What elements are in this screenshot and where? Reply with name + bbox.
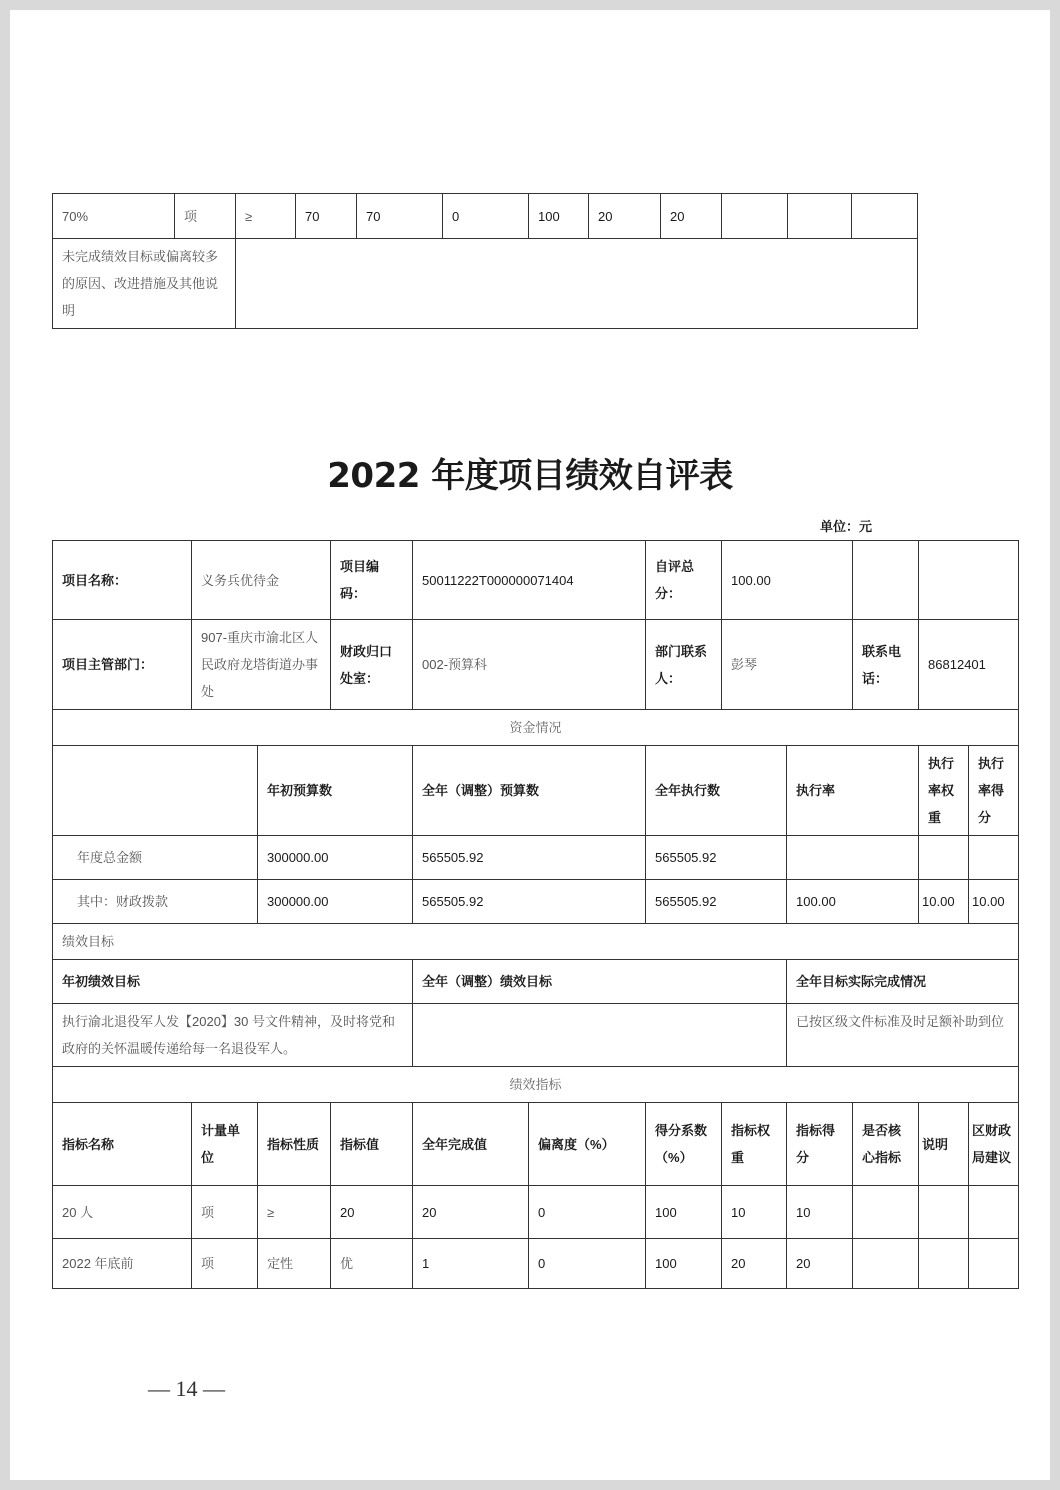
project-code-label: 项目编码： — [331, 541, 413, 620]
indicator-cell: 10 — [787, 1186, 853, 1239]
goals-actual-value: 已按区级文件标准及时足额补助到位 — [787, 1004, 1019, 1067]
self-score-label: 自评总分： — [646, 541, 722, 620]
goals-initial-value: 执行渝北退役军人发【2020】30 号文件精神，及时将党和政府的关怀温暖传递给每一名退役军人。 — [53, 1004, 413, 1067]
table-row — [53, 1186, 1019, 1239]
funds-header-rate-weight: 执行率权重 — [919, 746, 969, 836]
goals-header-adjusted: 全年（调整）绩效目标 — [413, 960, 787, 1004]
empty-cell — [853, 541, 919, 620]
reason-value — [236, 239, 918, 329]
indicator-cell: 定性 — [258, 1239, 331, 1289]
funds-cell: 10.00 — [919, 880, 969, 924]
table-row — [53, 960, 1019, 1004]
indicator-cell: 项 — [192, 1239, 258, 1289]
table-row — [53, 1103, 1019, 1186]
funds-cell: 10.00 — [969, 880, 1019, 924]
funds-cell — [787, 836, 919, 880]
indicator-header: 指标性质 — [258, 1103, 331, 1186]
indicator-cell — [919, 1239, 969, 1289]
evaluation-table — [52, 540, 1019, 1289]
project-name-value: 义务兵优待金 — [192, 541, 331, 620]
indicator-header: 指标得分 — [787, 1103, 853, 1186]
project-code-value: 50011222T000000071404 — [413, 541, 646, 620]
indicator-cell: 项 — [192, 1186, 258, 1239]
phone-label: 联系电话： — [853, 620, 919, 710]
indicator-header: 计量单位 — [192, 1103, 258, 1186]
indicator-header: 全年完成值 — [413, 1103, 529, 1186]
indicator-header: 得分系数（%） — [646, 1103, 722, 1186]
project-name-label: 项目名称： — [53, 541, 192, 620]
indicator-cell: 20 — [787, 1239, 853, 1289]
indicator-cell — [853, 1239, 919, 1289]
core-cell — [722, 194, 788, 239]
dept-label: 项目主管部门： — [53, 620, 192, 710]
funds-cell: 565505.92 — [646, 880, 787, 924]
unit-cell: 项 — [175, 194, 236, 239]
indicator-cell: 优 — [331, 1239, 413, 1289]
dept-value: 907-重庆市渝北区人民政府龙塔街道办事处 — [192, 620, 331, 710]
score-cell: 20 — [661, 194, 722, 239]
indicator-header: 偏离度（%） — [529, 1103, 646, 1186]
suggestion-cell — [852, 194, 918, 239]
table-row — [53, 836, 1019, 880]
indicator-cell — [969, 1239, 1019, 1289]
funds-cell: 100.00 — [787, 880, 919, 924]
funds-cell: 565505.92 — [413, 880, 646, 924]
top-indicator-table — [52, 193, 918, 329]
indicator-cell: 100 — [646, 1239, 722, 1289]
finance-office-label: 财政归口处室： — [331, 620, 413, 710]
indicator-cell: 0 — [529, 1186, 646, 1239]
funds-header-rate: 执行率 — [787, 746, 919, 836]
actual-value-cell: 70 — [357, 194, 443, 239]
indicator-cell: 1 — [413, 1239, 529, 1289]
table-row — [53, 541, 1019, 620]
coefficient-cell: 100 — [529, 194, 589, 239]
phone-value: 86812401 — [919, 620, 1019, 710]
unit-label: 单位：元 — [820, 519, 873, 534]
funds-header-rate-score: 执行率得分 — [969, 746, 1019, 836]
table-row — [53, 620, 1019, 710]
target-value-cell: 70 — [296, 194, 357, 239]
table-row — [53, 1004, 1019, 1067]
indicators-section-header: 绩效指标 — [53, 1067, 1019, 1103]
funds-cell — [919, 836, 969, 880]
table-row — [53, 710, 1019, 746]
indicator-header: 区财政局建议 — [969, 1103, 1019, 1186]
goals-section-header: 绩效目标 — [53, 924, 1019, 960]
indicator-cell: 20 — [722, 1239, 787, 1289]
contact-label: 部门联系人： — [646, 620, 722, 710]
funds-section-header: 资金情况 — [53, 710, 1019, 746]
indicator-cell: 100 — [646, 1186, 722, 1239]
indicator-cell: 10 — [722, 1186, 787, 1239]
reason-label: 未完成绩效目标或偏离较多的原因、改进措施及其他说明 — [53, 239, 236, 329]
nature-cell: ≥ — [236, 194, 296, 239]
finance-office-value: 002-预算科 — [413, 620, 646, 710]
self-score-value: 100.00 — [722, 541, 853, 620]
indicator-cell — [853, 1186, 919, 1239]
indicator-header: 指标权重 — [722, 1103, 787, 1186]
deviation-cell: 0 — [443, 194, 529, 239]
indicator-cell — [969, 1186, 1019, 1239]
table-row — [53, 880, 1019, 924]
indicator-cell: 0 — [529, 1239, 646, 1289]
indicator-cell: 20 — [331, 1186, 413, 1239]
table-row — [53, 746, 1019, 836]
funds-cell — [969, 836, 1019, 880]
indicator-header: 指标值 — [331, 1103, 413, 1186]
funds-header-adjusted: 全年（调整）预算数 — [413, 746, 646, 836]
funds-cell: 565505.92 — [646, 836, 787, 880]
indicator-name-cell: 70% — [53, 194, 175, 239]
goals-header-initial: 年初绩效目标 — [53, 960, 413, 1004]
indicator-cell: 20 人 — [53, 1186, 192, 1239]
table-row — [53, 924, 1019, 960]
indicator-cell: 20 — [413, 1186, 529, 1239]
goals-header-actual: 全年目标实际完成情况 — [787, 960, 1019, 1004]
table-row — [53, 194, 918, 239]
contact-value: 彭琴 — [722, 620, 853, 710]
page-title: 2022 年度项目绩效自评表 — [327, 456, 733, 496]
funds-cell: 300000.00 — [258, 836, 413, 880]
table-row — [53, 239, 918, 329]
funds-row-label: 年度总金额 — [53, 836, 258, 880]
indicator-cell: ≥ — [258, 1186, 331, 1239]
table-row — [53, 1239, 1019, 1289]
note-cell — [788, 194, 852, 239]
funds-header-initial: 年初预算数 — [258, 746, 413, 836]
funds-cell: 300000.00 — [258, 880, 413, 924]
indicator-header: 是否核心指标 — [853, 1103, 919, 1186]
indicator-header: 指标名称 — [53, 1103, 192, 1186]
indicator-header: 说明 — [919, 1103, 969, 1186]
weight-cell: 20 — [589, 194, 661, 239]
indicator-cell: 2022 年底前 — [53, 1239, 192, 1289]
funds-header-executed: 全年执行数 — [646, 746, 787, 836]
goals-adjusted-value — [413, 1004, 787, 1067]
funds-cell: 565505.92 — [413, 836, 646, 880]
empty-cell — [919, 541, 1019, 620]
indicator-cell — [919, 1186, 969, 1239]
funds-header-blank — [53, 746, 258, 836]
funds-row-label: 其中：财政拨款 — [53, 880, 258, 924]
table-row — [53, 1067, 1019, 1103]
page-number: — 14 — — [148, 1376, 225, 1401]
